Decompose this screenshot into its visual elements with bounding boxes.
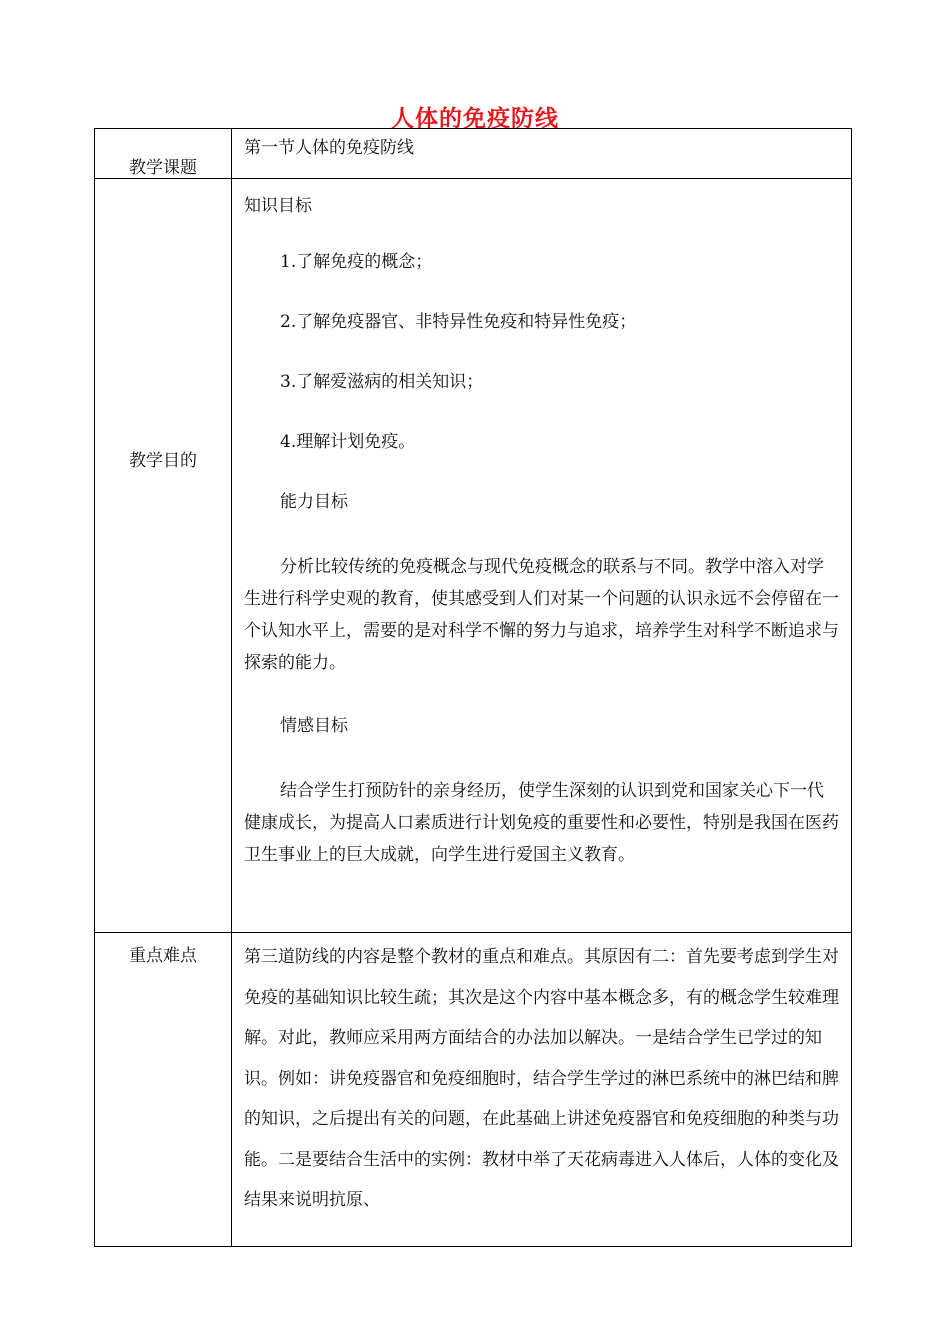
ability-text: 分析比较传统的免疫概念与现代免疫概念的联系与不同。教学中溶入对学生进行科学史观的教育，使其感受到人们对某一个问题的认识永远不会停留在一个认知水平上，需要的是对科学不懈的努力与追求，培养学生对科学不断追求与探索的能力。 bbox=[244, 557, 839, 673]
table-row-objectives bbox=[95, 179, 852, 933]
knowledge-item: 3.了解爱滋病的相关知识； bbox=[280, 372, 484, 392]
objectives-content-cell bbox=[232, 179, 852, 933]
topic-value-cell bbox=[232, 129, 852, 179]
ability-heading: 能力目标 bbox=[280, 492, 348, 512]
key-points-text: 第三道防线的内容是整个教材的重点和难点。其原因有二：首先要考虑到学生对免疫的基础知识比较生疏；其次是这个内容中基本概念多，有的概念学生较难理解。对此，教师应采用两方面结合的办法加以解决。一是结合学生已学过的知识。例如：讲免疫器官和免疫细胞时，结合学生学过的淋巴系统中的淋巴结和脾的知识，之后提出有关的问题，在此基础上讲述免疫器官和免疫细胞的种类与功能。二是要结合生活中的实例：教材中举了天花病毒进入人体后，人体的变化及结果来说明抗原、 bbox=[244, 947, 839, 1210]
topic-label: 教学课题 bbox=[129, 158, 197, 178]
knowledge-heading: 知识目标 bbox=[244, 196, 312, 216]
emotion-heading: 情感目标 bbox=[280, 716, 348, 736]
objectives-label-cell bbox=[95, 179, 232, 933]
knowledge-item: 2.了解免疫器官、非特异性免疫和特异性免疫； bbox=[280, 312, 637, 332]
knowledge-item: 4.理解计划免疫。 bbox=[280, 432, 416, 452]
key-points-label: 重点难点 bbox=[129, 946, 197, 966]
topic-label-cell bbox=[95, 129, 232, 179]
topic-value: 第一节人体的免疫防线 bbox=[244, 138, 414, 158]
knowledge-item: 1.了解免疫的概念； bbox=[280, 252, 433, 272]
table-row-key-points bbox=[95, 933, 852, 1247]
objectives-label: 教学目的 bbox=[129, 450, 197, 471]
table-row-topic bbox=[95, 129, 852, 179]
key-points-label-cell bbox=[95, 933, 232, 1247]
emotion-text: 结合学生打预防针的亲身经历，使学生深刻的认识到党和国家关心下一代健康成长，为提高人口素质进行计划免疫的重要性和必要性，特别是我国在医药卫生事业上的巨大成就，向学生进行爱国主义教育。 bbox=[244, 781, 839, 865]
lesson-plan-table bbox=[94, 128, 852, 1247]
key-points-content-cell bbox=[232, 933, 852, 1247]
document-title: 人体的免疫防线 bbox=[391, 105, 559, 132]
